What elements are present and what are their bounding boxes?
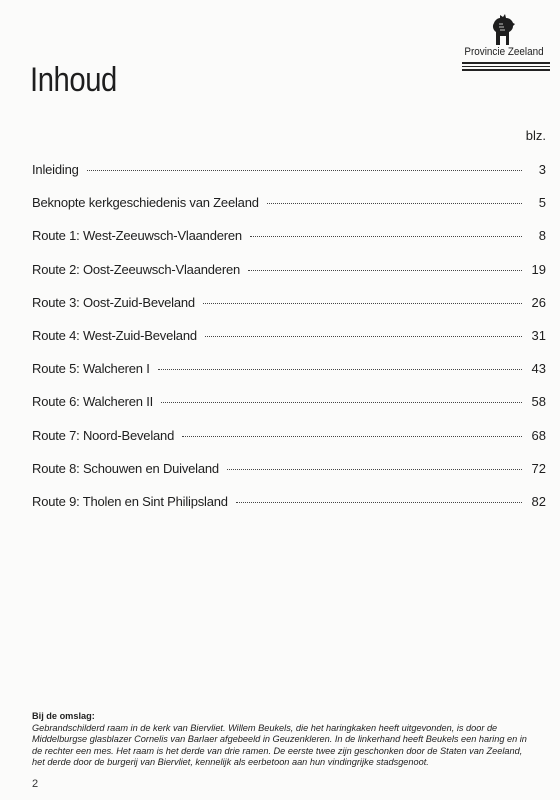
- dot-leader: [182, 436, 521, 437]
- toc-entry-route-7[interactable]: [32, 428, 546, 461]
- logo-rule: [462, 62, 550, 64]
- toc-entry-page: 58: [531, 394, 546, 410]
- dot-leader: [158, 369, 522, 370]
- province-logo: [458, 12, 550, 74]
- toc-entry-route-6[interactable]: [32, 394, 546, 427]
- caption-title: Bij de omslag:: [32, 711, 95, 721]
- toc-entry-page: 82: [531, 493, 546, 509]
- logo-text: Provincie Zeeland: [464, 46, 544, 58]
- dot-leader: [227, 469, 522, 470]
- toc-entry-page: 3: [538, 162, 546, 177]
- logo-rule: [462, 66, 550, 67]
- dot-leader: [87, 170, 522, 171]
- toc-entry-inleiding[interactable]: [32, 162, 546, 195]
- toc-entry-page: 43: [531, 361, 546, 377]
- table-of-contents: [32, 162, 546, 527]
- page-number: 2: [32, 778, 39, 790]
- dot-leader: [267, 203, 522, 204]
- toc-entry-label: Inleiding: [32, 162, 79, 177]
- toc-entry-label: Route 2: Oost-Zeeuwsch-Vlaanderen: [32, 261, 241, 277]
- page-title: Inhoud: [30, 60, 117, 99]
- toc-entry-page: 8: [538, 228, 546, 244]
- toc-entry-route-9[interactable]: [32, 494, 546, 527]
- toc-entry-route-5[interactable]: [32, 361, 546, 394]
- dot-leader: [248, 270, 522, 271]
- toc-entry-label: Beknopte kerkgeschiedenis van Zeeland: [32, 195, 259, 211]
- toc-entry-label: Route 3: Oost-Zuid-Beveland: [32, 294, 195, 310]
- toc-entry-kerkgeschiedenis[interactable]: [32, 195, 546, 228]
- dot-leader: [161, 402, 521, 403]
- dot-leader: [250, 236, 522, 237]
- toc-entry-label: Route 4: West-Zuid-Beveland: [32, 327, 197, 343]
- page-column-header: blz.: [525, 128, 546, 143]
- toc-entry-page: 26: [531, 294, 546, 310]
- dot-leader: [236, 502, 522, 503]
- toc-entry-page: 72: [531, 460, 546, 476]
- caption-body: Gebrandschilderd raam in de kerk van Biervliet. Willem Beukels, die het haringkaken heeft uitgevonden, is door de Middelburgse glasblazer Cornelis van Barlaer afgebeeld in Geuzenkleren. In de linkerhand heeft Beukels een haring en in de rechter een mes. Het raam is het derde van drie ramen. De eerste twee zijn geschonken door de Staten van Zeeland, het derde door de burgerij van Biervliet, kennelijk als eerbetoon aan hun vindingrijke stadsgenoot.: [32, 722, 527, 768]
- dot-leader: [203, 303, 522, 304]
- lion-crest-icon: [490, 12, 516, 46]
- toc-entry-label: Route 5: Walcheren I: [32, 361, 150, 377]
- toc-entry-label: Route 6: Walcheren II: [32, 394, 154, 410]
- toc-entry-label: Route 9: Tholen en Sint Philipsland: [32, 493, 228, 509]
- toc-entry-route-3[interactable]: [32, 295, 546, 328]
- toc-entry-route-2[interactable]: [32, 262, 546, 295]
- toc-entry-route-8[interactable]: [32, 461, 546, 494]
- dot-leader: [205, 336, 522, 337]
- toc-entry-page: 31: [531, 327, 546, 343]
- toc-entry-label: Route 7: Noord-Beveland: [32, 427, 175, 443]
- toc-entry-route-1[interactable]: [32, 228, 546, 261]
- toc-entry-page: 68: [531, 427, 546, 443]
- toc-entry-page: 19: [531, 261, 546, 277]
- toc-entry-page: 5: [538, 195, 546, 211]
- toc-entry-label: Route 8: Schouwen en Duiveland: [32, 460, 219, 476]
- toc-entry-route-4[interactable]: [32, 328, 546, 361]
- toc-entry-label: Route 1: West-Zeeuwsch-Vlaanderen: [32, 228, 242, 244]
- cover-caption: [32, 711, 532, 769]
- logo-rule: [462, 69, 550, 71]
